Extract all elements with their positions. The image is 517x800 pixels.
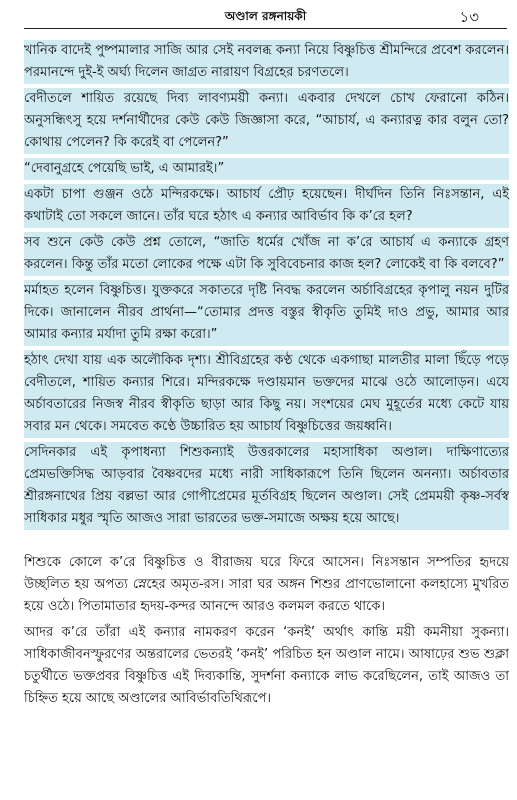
paragraph: মর্মাহত হলেন বিষ্ণুচিত্ত। যুক্তকরে সকাতরে দৃষ্টি নিবদ্ধ করলেন অর্চাবিগ্রহের কৃপালু নয়ন দুটির দিকে। জানালেন নীরব প্রার্থনা—“তোমার প্রদত্ত বস্তুর স্বীকৃতি তুমিই দাও প্রভু, আমার আর আমার কন্যার মর্যাদা তুমি রক্ষা করো।” (24, 280, 509, 346)
page-header (24, 6, 507, 29)
paragraph: শিশুকে কোলে ক’রে বিষ্ণুচিত্ত ও বীরাজয় ঘরে ফিরে আসেন। নিঃসন্তান সম্পতির হৃদয়ে উচ্ছলিত হয় অপত্য স্নেহের অমৃত-রস। সারা ঘর অঙ্গন শিশুর প্রাণভোলানো কলহাস্যে মুখরিত হয়ে ওঠে। পিতামাতার হৃদয়-কন্দর আনন্দে আরও কলমল করতে থাকে। (24, 555, 509, 614)
paragraph: সেদিনকার এই কৃপাধন্যা শিশুকন্যাই উত্তরকালের মহাসাধিকা অণ্ডাল। দাক্ষিণাত্যের প্রেমভক্তিসিদ্ধ আড়বার বৈষ্ণবদের মধ্যে নারী সাধিকারূপে তিনি ছিলেন অনন্যা। অর্চাবতার শ্রীরঙ্গনাথের প্রিয় বল্লভা আর গোপীপ্রেমের মূর্তবিগ্রহ ছিলেন অণ্ডাল। সেই প্রেমময়ী কৃষ্ণ-সর্বস্ব সাধিকার মধুর স্মৃতি আজও সারা ভারতের ভক্ত-সমাজে অক্ষয় হয়ে আছে। (24, 442, 509, 530)
paragraph: খানিক বাদেই পুষ্পমালার সাজি আর সেই নবলব্ধ কন্যা নিয়ে বিষ্ণুচিত্ত শ্রীমন্দিরে প্রবেশ করলেন। পরমানন্দে দুই-ই অর্ঘ্য দিলেন জাগ্রত নারায়ণ বিগ্রহের চরণতলে। (24, 40, 509, 84)
section-gap (24, 534, 509, 552)
running-title: অণ্ডাল রঙ্গনায়কী (224, 9, 307, 23)
paragraph: একটা চাপা গুঞ্জন ওঠে মন্দিরকক্ষে। আচার্য প্রৌঢ় হয়েছেন। দীর্ঘদিন তিনি নিঃসন্তান, এই কথাটাই তো সকলে জানে। তাঁর ঘরে হঠাৎ এ কন্যার আবির্ভাব কি ক’রে হল? (24, 184, 509, 228)
paragraph: সব শুনে কেউ কেউ প্রশ্ন তোলে, “জাতি ধর্মের খোঁজ না ক’রে আচার্য এ কন্যাকে গ্রহণ করলেন। কিন্তু তাঁর মতো লোকের পক্ষে এটা কি সুবিবেচনার কাজ হল? লোকেই বা কি বলবে?” (24, 232, 509, 276)
page-number: ১৩ (459, 8, 479, 26)
page-body (24, 40, 509, 714)
paragraph: হঠাৎ দেখা যায় এক অলৌকিক দৃশ্য। শ্রীবিগ্রহের কণ্ঠ থেকে একগাছা মালতীর মালা ছিঁড়ে পড়ে বেদীতলে, শায়িত কন্যার শিরে। মন্দিরকক্ষে দণ্ডায়মান ভক্তদের মাঝে ওঠে আলোড়ন। এযে অর্চাবতারের নিজস্ব নীরব স্বীকৃতি ছাড়া আর কিছু নয়। সংশয়ের মেঘ মুহূর্তের মধ্যে কেটে যায় সবার মন থেকে। সমবেত কণ্ঠে উচ্চারিত হয় আচার্য বিষ্ণুচিত্তের জয়ধ্বনি। (24, 350, 509, 438)
paragraph: আদর ক’রে তাঁরা এই কন্যার নামকরণ করেন ‘কনই’ অর্থাৎ কান্তি ময়ী কমনীয়া সুকন্যা। সাধিকাজীবনস্ফুরণের অন্তরালের ভেতরই ‘কনই’ পরিচিত হন অণ্ডাল নামে। আষাঢ়ের শুভ শুক্লা চতুর্থীতে ভক্তপ্রবর বিষ্ণুচিত্ত এই দিব্যকান্তি, সুদর্শনা কন্যাকে লাভ করেছিলেন, তাই আজও তা চিহ্নিত হয়ে আছে অণ্ডালের আবির্ভাবতিথিরূপে। (24, 625, 509, 706)
paragraph: বেদীতলে শায়িত রয়েছে দিব্য লাবণ্যময়ী কন্যা। একবার দেখলে চোখ ফেরানো কঠিন। অনুসন্ধিৎসু হয়ে দর্শনার্থীদের কেউ কেউ জিজ্ঞাসা করে, “আচার্য, এ কন্যারত্ন কার বলুন তো? কোথায় পেলেন? কি করেই বা পেলেন?” (24, 88, 509, 154)
paragraph: “দেবানুগ্রহে পেয়েছি ভাই, এ আমারই।” (24, 158, 509, 180)
